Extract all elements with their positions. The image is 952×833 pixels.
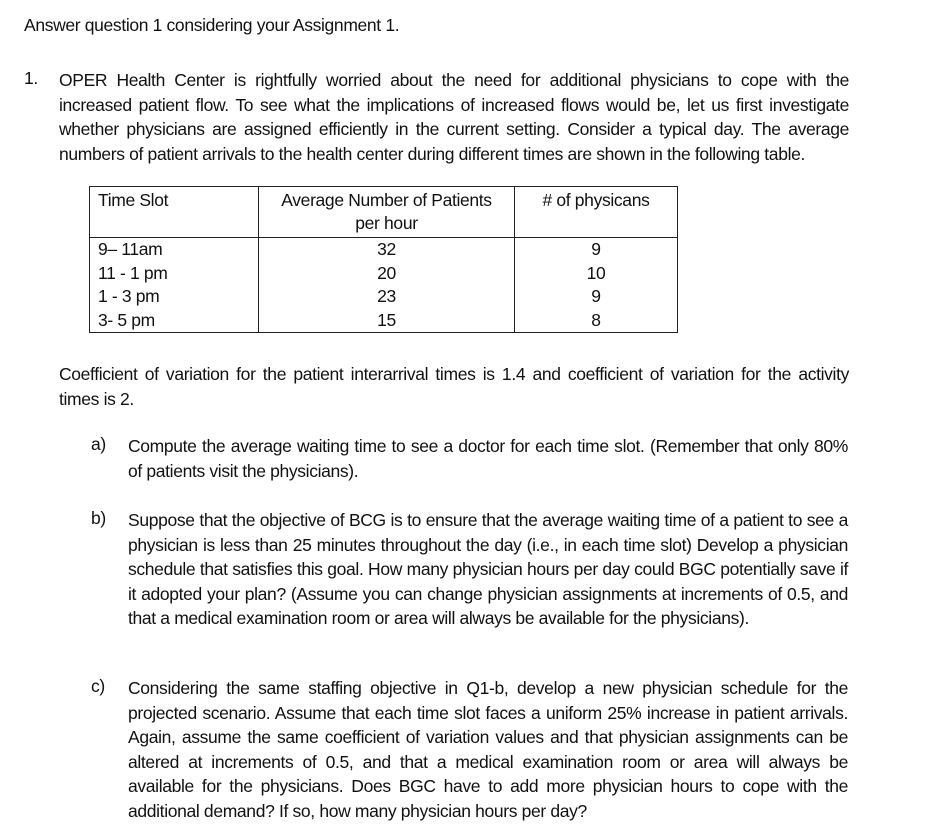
question-text: OPER Health Center is rightfully worried about the need for additional physicians to cope with the increased patient flow. To see what the implications of increased flows would be, let us first investigate whether physicians are assigned efficiently in the current setting. Consider a typical day. The average numbers of patient arrivals to the health center during different times are shown in the following table. <box>59 70 849 164</box>
table-row <box>90 285 678 309</box>
question-number: 1. <box>24 68 38 88</box>
cell-time-slot: 11 - 1 pm <box>90 262 259 286</box>
cell-time-slot: 3- 5 pm <box>90 309 259 333</box>
part-c-text: Considering the same staffing objective in Q1-b, develop a new physician schedule for the projected scenario. Assume that each time slot faces a uniform 25% increase in patient arrivals. Again, assume the same coefficient of variation values and that physician assignments can be altered at increments of 0.5, and that a medical examination room or area will always be available for the physicians. Does BGC have to add more physician hours to cope with the additional demand? If so, how many physician hours per day? <box>128 678 848 821</box>
intro-text: Answer question 1 considering your Assignment 1. <box>24 15 400 35</box>
part-a-text: Compute the average waiting time to see a doctor for each time slot. (Remember that only 80% of patients visit the physicians). <box>128 436 848 481</box>
header-average-patients <box>259 187 515 238</box>
header-time-slot: Time Slot <box>90 187 259 238</box>
cell-physicians: 9 <box>515 285 678 309</box>
cell-average-patients: 23 <box>259 285 515 309</box>
part-b-label: b) <box>91 508 106 528</box>
table-row <box>90 309 678 333</box>
coefficient-of-variation-text: Coefficient of variation for the patient interarrival times is 1.4 and coefficient of variation for the activity times is 2. <box>59 364 849 409</box>
cell-average-patients: 15 <box>259 309 515 333</box>
cell-average-patients: 20 <box>259 262 515 286</box>
cell-time-slot: 9– 11am <box>90 238 259 262</box>
cell-time-slot: 1 - 3 pm <box>90 285 259 309</box>
table-row <box>90 238 678 262</box>
part-c-label: c) <box>91 676 105 696</box>
cell-average-patients: 32 <box>259 238 515 262</box>
cell-physicians: 8 <box>515 309 678 333</box>
cell-physicians: 9 <box>515 238 678 262</box>
header-average-patients-line2: per hour <box>355 213 418 233</box>
table-row <box>90 262 678 286</box>
table-header-row <box>90 187 678 238</box>
header-average-patients-line1: Average Number of Patients <box>281 190 492 210</box>
part-b-text: Suppose that the objective of BCG is to ensure that the average waiting time of a patient to see a physician is less than 25 minutes throughout the day (i.e., in each time slot) Develop a physician schedule that satisfies this goal. How many physician hours per day could BGC potentially save if it adopted your plan? (Assume you can change physician assignments at increments of 0.5, and that a medical examination room or area will always be available for the physicians). <box>128 510 848 628</box>
cell-physicians: 10 <box>515 262 678 286</box>
part-a-label: a) <box>91 434 106 454</box>
header-physicians: # of physicans <box>515 187 678 238</box>
patient-arrivals-table <box>89 186 678 333</box>
